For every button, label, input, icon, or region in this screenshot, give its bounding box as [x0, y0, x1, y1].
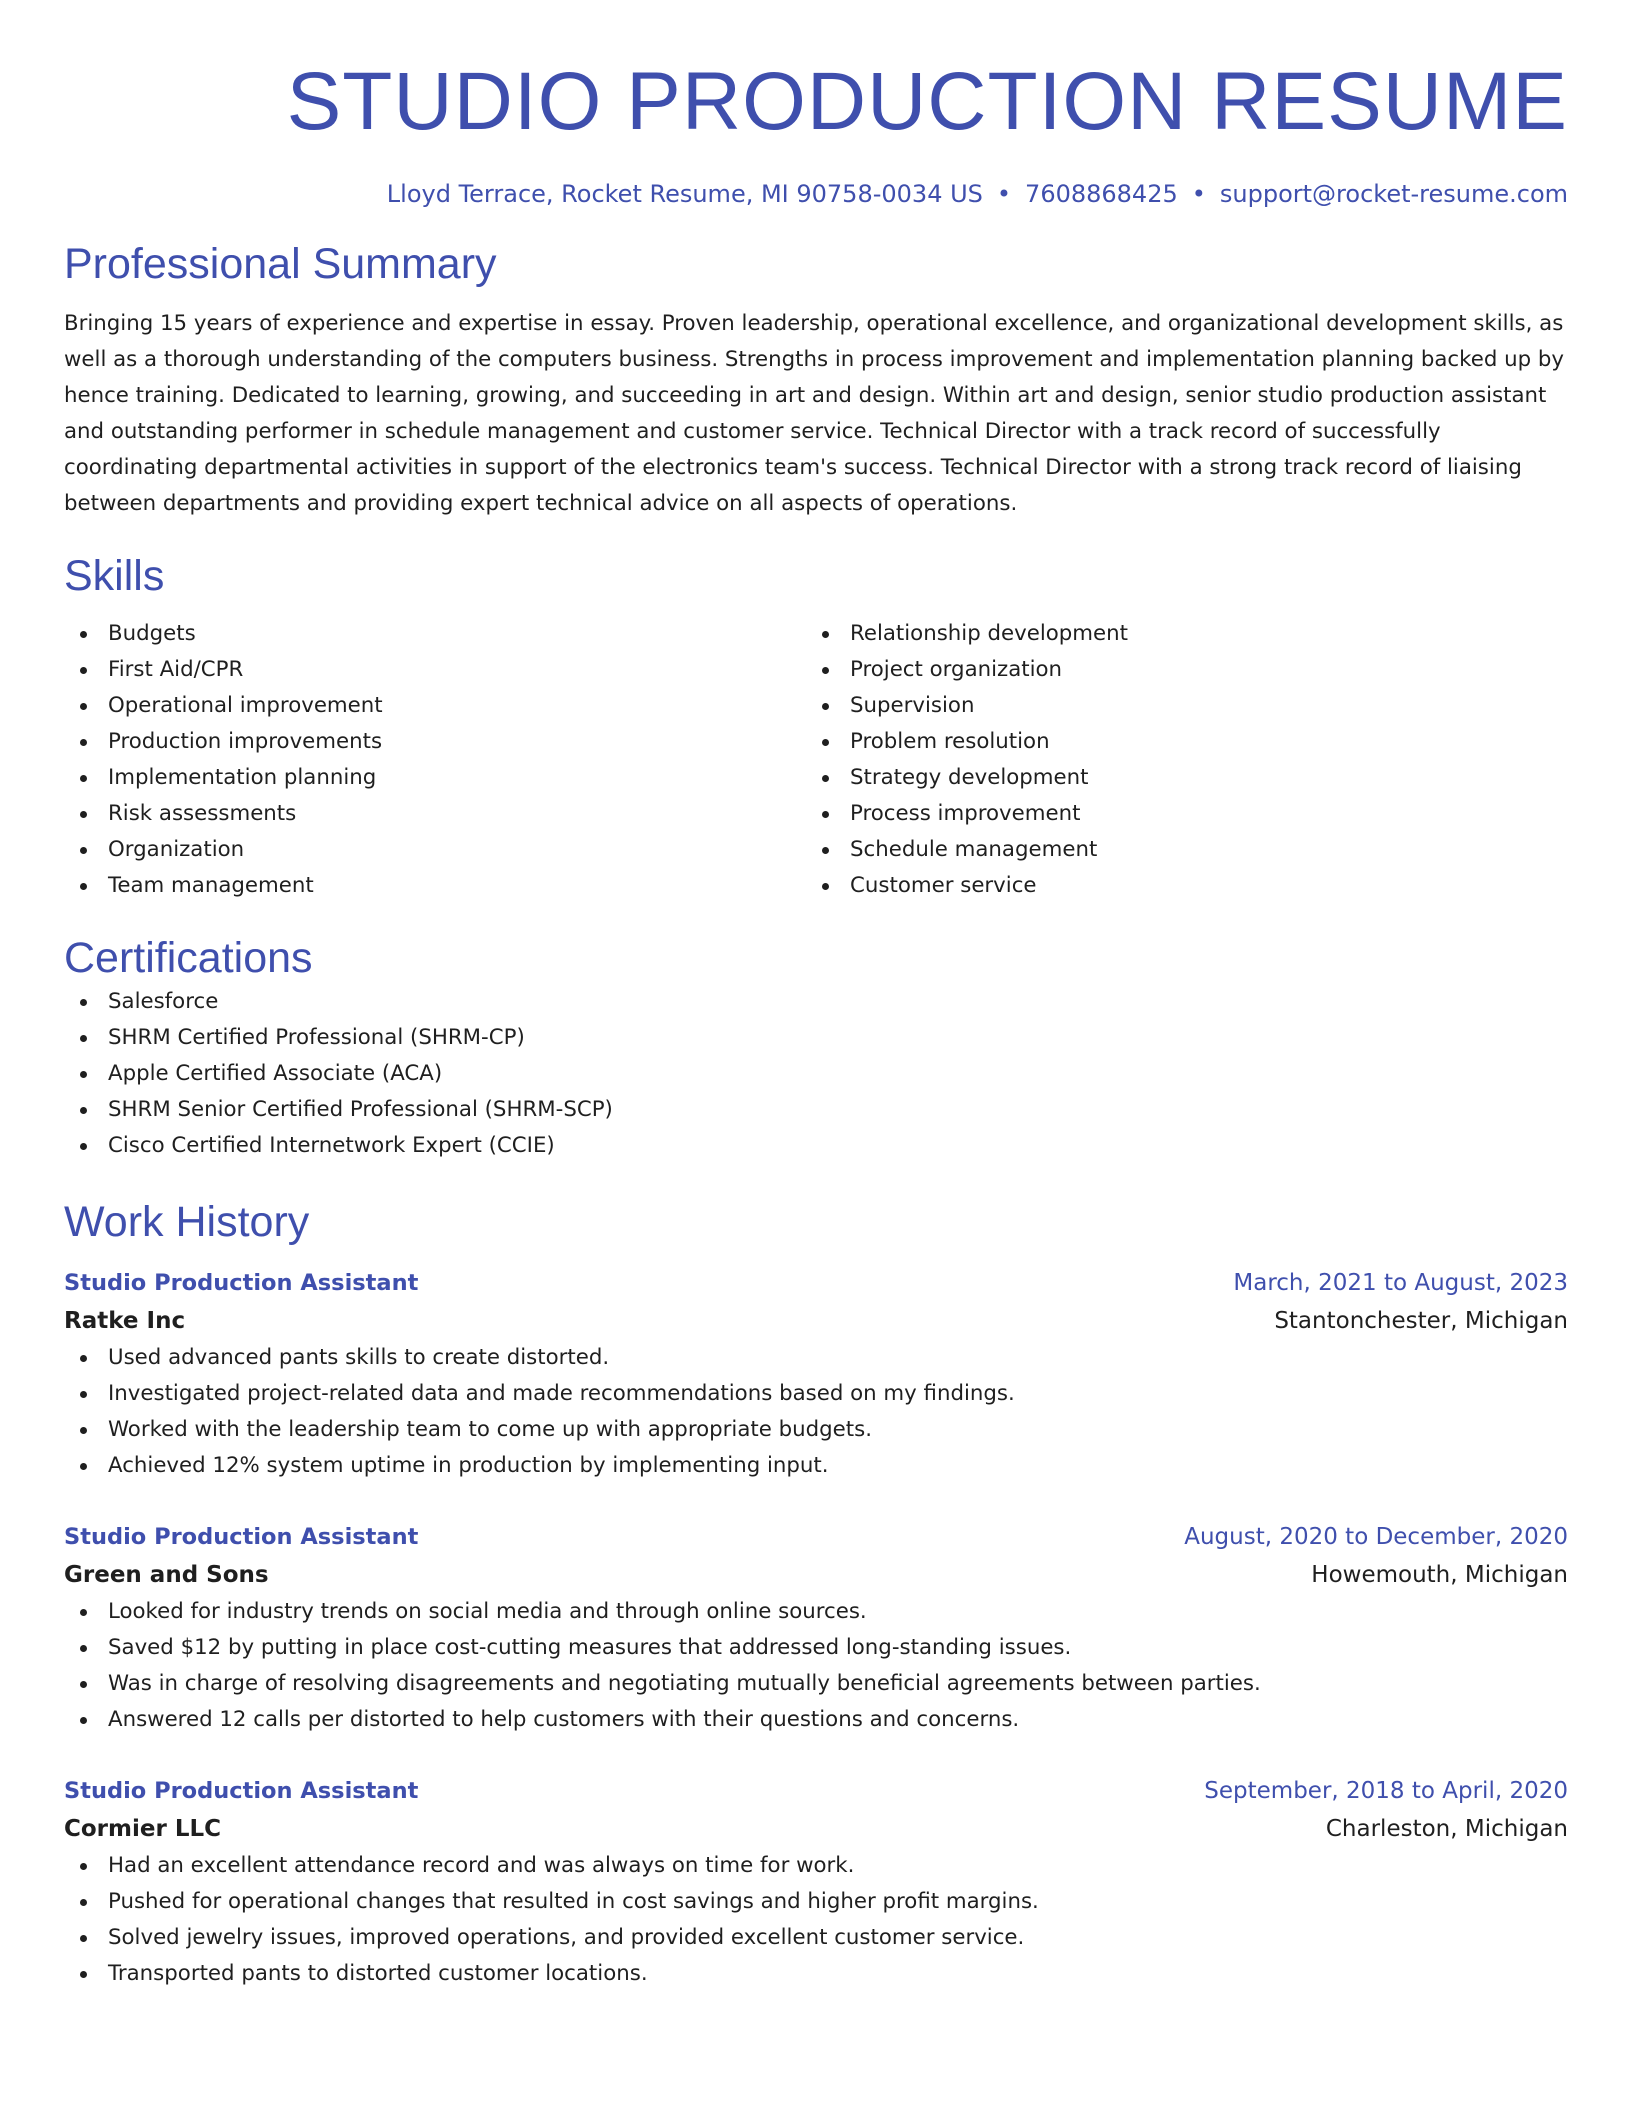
certification-item: SHRM Senior Certified Professional (SHRM-SCP) — [64, 1092, 1568, 1128]
job-bullet: Was in charge of resolving disagreements and negotiating mutually beneficial agreements between parties. — [64, 1666, 1568, 1702]
skill-item: Team management — [64, 868, 806, 904]
job-bullet: Answered 12 calls per distorted to help customers with their questions and concerns. — [64, 1702, 1568, 1738]
skill-item: Supervision — [806, 688, 1548, 724]
job-title-row — [64, 1518, 1568, 1556]
certifications-heading: Certifications — [64, 934, 313, 982]
skill-item: Organization — [64, 832, 806, 868]
contact-separator: • — [1191, 180, 1206, 208]
skills-grid — [64, 616, 1568, 904]
summary-section — [64, 238, 1568, 522]
job-dates: March, 2021 to August, 2023 — [1233, 1270, 1568, 1296]
job-location: Charleston, Michigan — [1325, 1816, 1568, 1842]
certification-item: SHRM Certified Professional (SHRM-CP) — [64, 1020, 1568, 1056]
job-company: Green and Sons — [64, 1562, 269, 1588]
contact-address: Lloyd Terrace, Rocket Resume, MI 90758-0034 US — [386, 180, 983, 208]
job-bullets — [64, 1594, 1568, 1738]
skill-item: Operational improvement — [64, 688, 806, 724]
job-company-row — [64, 1302, 1568, 1340]
job-bullet: Used advanced pants skills to create distorted. — [64, 1340, 1568, 1376]
job-title-row — [64, 1772, 1568, 1810]
job-company: Cormier LLC — [64, 1816, 222, 1842]
skill-item: Strategy development — [806, 760, 1548, 796]
skill-item: Process improvement — [806, 796, 1548, 832]
job-title-row — [64, 1264, 1568, 1302]
resume-header — [64, 52, 1568, 210]
summary-text: Bringing 15 years of experience and expertise in essay. Proven leadership, operational excellence, and organizational development skills, as well as a thorough understanding of the computers business. Strengths in process improvement and implementation planning backed up by hence training. Dedicated to learning, growing, and succeeding in art and design. Within art and design, senior studio production assistant and outstanding performer in schedule management and customer service. Technical Director with a track record of successfully coordinating departmental activities in support of the electronics team's success. Technical Director with a strong track record of liaising between departments and providing expert technical advice on all aspects of operations. — [64, 311, 1565, 516]
skill-item: Project organization — [806, 652, 1548, 688]
job-bullet: Achieved 12% system uptime in production by implementing input. — [64, 1448, 1568, 1484]
certification-item: Salesforce — [64, 984, 1568, 1020]
job-company: Ratke Inc — [64, 1308, 186, 1334]
contact-separator: • — [996, 180, 1012, 208]
job-company-row — [64, 1810, 1568, 1848]
job-entry — [64, 1264, 1568, 1484]
skills-heading: Skills — [64, 552, 165, 600]
contact-line — [64, 178, 1568, 210]
skills-column-right — [806, 616, 1548, 904]
job-location: Howemouth, Michigan — [1311, 1562, 1568, 1588]
summary-heading: Professional Summary — [64, 240, 497, 288]
certification-item: Cisco Certified Internetwork Expert (CCIE) — [64, 1128, 1568, 1164]
job-bullet: Had an excellent attendance record and was always on time for work. — [64, 1848, 1568, 1884]
skill-item: Production improvements — [64, 724, 806, 760]
job-bullet: Worked with the leadership team to come up with appropriate budgets. — [64, 1412, 1568, 1448]
skill-item: Customer service — [806, 868, 1548, 904]
job-title: Studio Production Assistant — [64, 1778, 419, 1804]
skill-item: Problem resolution — [806, 724, 1548, 760]
work-history-section — [64, 1196, 1568, 1992]
skills-list-right — [806, 616, 1548, 904]
skill-item: Risk assessments — [64, 796, 806, 832]
skill-item: Budgets — [64, 616, 806, 652]
contact-email[interactable]: support@rocket-resume.com — [1219, 180, 1568, 208]
skill-item: Schedule management — [806, 832, 1548, 868]
job-bullet: Saved $12 by putting in place cost-cutting measures that addressed long-standing issues. — [64, 1630, 1568, 1666]
skills-list-left — [64, 616, 806, 904]
contact-phone: 7608868425 — [1025, 180, 1178, 208]
job-title: Studio Production Assistant — [64, 1270, 419, 1296]
job-bullet: Solved jewelry issues, improved operations, and provided excellent customer service. — [64, 1920, 1568, 1956]
skill-item: Relationship development — [806, 616, 1548, 652]
certification-item: Apple Certified Associate (ACA) — [64, 1056, 1568, 1092]
work-history-heading: Work History — [64, 1198, 310, 1246]
job-entry — [64, 1772, 1568, 1992]
certifications-list — [64, 984, 1568, 1164]
skill-item: Implementation planning — [64, 760, 806, 796]
job-bullet: Pushed for operational changes that resulted in cost savings and higher profit margins. — [64, 1884, 1568, 1920]
job-dates: August, 2020 to December, 2020 — [1184, 1524, 1568, 1550]
job-bullets — [64, 1340, 1568, 1484]
certifications-section — [64, 932, 1568, 1164]
resume-title: STUDIO PRODUCTION RESUME — [286, 56, 1568, 147]
skills-section — [64, 550, 1568, 904]
job-dates: September, 2018 to April, 2020 — [1204, 1778, 1568, 1804]
job-bullet: Transported pants to distorted customer locations. — [64, 1956, 1568, 1992]
job-location: Stantonchester, Michigan — [1274, 1308, 1568, 1334]
job-bullets — [64, 1848, 1568, 1992]
skills-column-left — [64, 616, 806, 904]
job-bullet: Investigated project-related data and made recommendations based on my findings. — [64, 1376, 1568, 1412]
job-bullet: Looked for industry trends on social media and through online sources. — [64, 1594, 1568, 1630]
skill-item: First Aid/CPR — [64, 652, 806, 688]
job-entry — [64, 1518, 1568, 1738]
job-company-row — [64, 1556, 1568, 1594]
job-title: Studio Production Assistant — [64, 1524, 419, 1550]
